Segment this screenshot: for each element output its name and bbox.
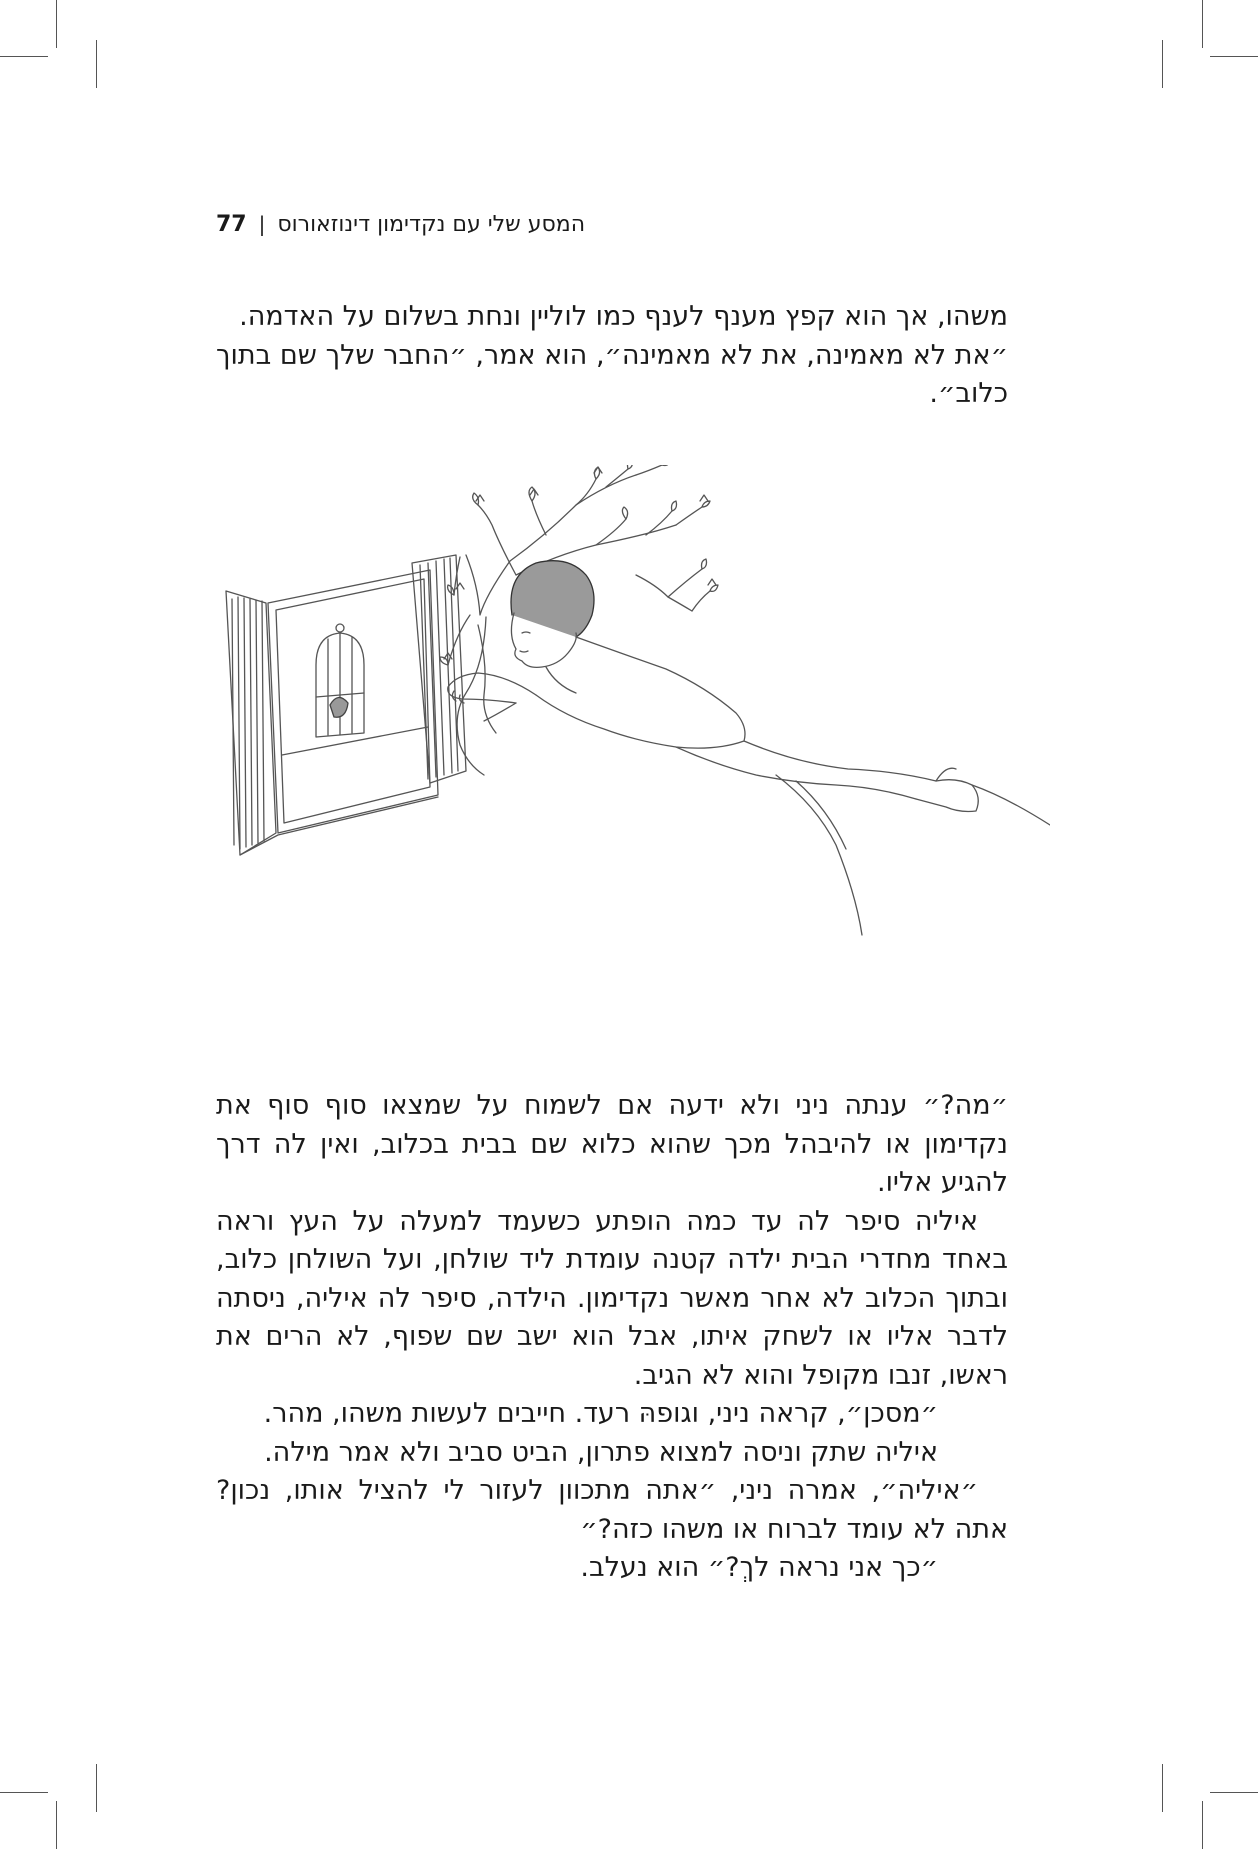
page-number: 77 [216,211,247,237]
paragraph: איליה סיפר לה עד כמה הופתע כשעמד למעלה על העץ וראה באחד מחדרי הבית ילדה קטנה עומדת ליד שולחן, ועל השולחן כלוב, ובתוך הכלוב לא אחר מאשר נקדימון. הילדה, סיפר לה איליה, ניסתה לדבר אליו או לשחק איתו, אבל הוא ישב שם שפוף, לא הרים את ראשו, זנבו מקופל והוא לא הגיב. [216,1205,1008,1391]
crop-mark [56,1801,57,1849]
paragraph: ״מה?״ ענתה ניני ולא ידעה אם לשמוח על שמצאו סוף סוף את נקדימון או להיבהל מכך שהוא כלוא שם בבית בכלוב, ואין לה דרך להגיע אליו. [216,1090,1008,1198]
crop-mark [1210,1792,1258,1793]
crop-mark [1202,0,1203,48]
crop-mark [96,40,97,88]
crop-mark [1162,1764,1163,1812]
running-head [216,208,606,240]
crop-mark [0,56,48,57]
bottom-text-block [216,1087,1008,1588]
paragraph: ״את לא מאמינה, את לא מאמינה״, הוא אמר, ״החבר שלך שם בתוך כלוב״. [216,339,1008,409]
crop-mark [1202,1801,1203,1849]
book-title: המסע שלי עם נקדימון דינוזאורוס [277,211,586,237]
girl-icon [448,561,1050,935]
paragraph: ״איליה״, אמרה ניני, ״אתה מתכוון לעזור לי להציל אותו, נכון? אתה לא עומד לברוח או משהו כזה?״ [216,1475,1008,1545]
crop-mark [1162,40,1163,88]
crop-mark [0,1792,48,1793]
crop-mark [1210,56,1258,57]
crop-mark [96,1764,97,1812]
crop-mark [56,0,57,48]
flying-girl-tree-window-illustration [216,465,1050,1035]
paragraph: איליה שתק וניסה למצוא פתרון, הביט סביב ולא אמר מילה. [264,1436,938,1468]
paragraph: ״כך אני נראה לךְ?״ הוא נעלב. [580,1552,938,1583]
header-separator: | [258,212,266,236]
top-text-block [216,298,1008,414]
birdcage-icon [316,624,364,737]
paragraph: ״מסכן״, קראה ניני, וגופהּ רעד. חייבים לעשות משהו, מהר. [263,1398,938,1429]
paragraph: משהו, אך הוא קפץ מענף לענף כמו לוליין ונחת בשלום על האדמה. [239,301,1008,332]
